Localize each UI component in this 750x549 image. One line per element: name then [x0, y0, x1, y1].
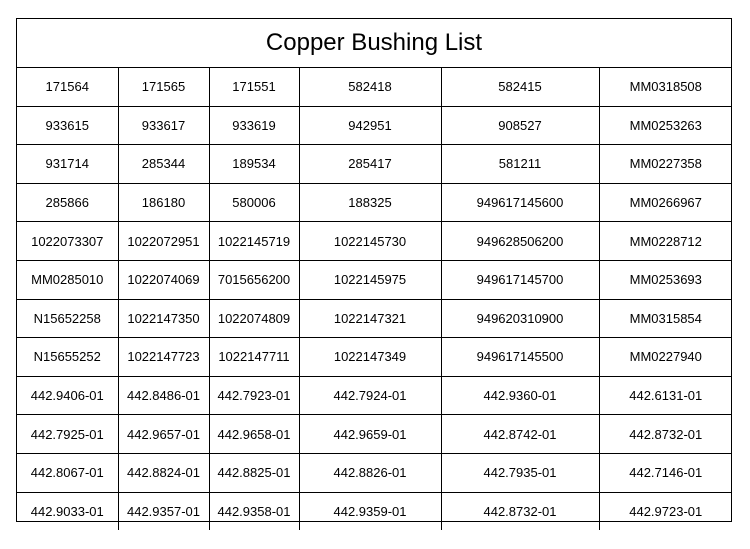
- table-row: [17, 145, 732, 184]
- part-number-cell: 949617145700: [441, 260, 599, 299]
- part-number-cell: 442.9406-01: [17, 376, 118, 415]
- part-number-cell: 442.7146-01: [599, 453, 732, 492]
- part-number-cell: 442.9723-01: [629, 503, 703, 519]
- part-number-cell: 931714: [17, 145, 118, 184]
- part-number-cell: 442.8824-01: [118, 453, 209, 492]
- part-number-cell: MM0228712: [599, 222, 732, 261]
- table-row: [17, 453, 732, 492]
- part-number-cell: MM0253693: [599, 260, 732, 299]
- part-number-cell: 1022145730: [299, 222, 441, 261]
- part-number-cell: MM0318508: [599, 68, 732, 106]
- part-number-cell: 442.8826-01: [299, 453, 441, 492]
- part-number-cell: 908527: [441, 106, 599, 145]
- table-row: [17, 68, 732, 106]
- part-number-cell: MM0266967: [599, 183, 732, 222]
- part-number-cell: 1022145719: [209, 222, 299, 261]
- part-number-cell: 442.9358-01: [209, 492, 299, 530]
- part-number-cell: 442.7924-01: [299, 376, 441, 415]
- part-number-cell: 171551: [209, 68, 299, 106]
- part-number-cell: 442.7935-01: [441, 453, 599, 492]
- table-row: [17, 106, 732, 145]
- part-number-cell: 949617145500: [441, 338, 599, 377]
- table-row: [17, 299, 732, 338]
- part-number-cell: MM0253263: [599, 106, 732, 145]
- part-number-cell: 1022147349: [299, 338, 441, 377]
- part-number-cell: 581211: [441, 145, 599, 184]
- part-number-cell: 285866: [17, 183, 118, 222]
- part-number-cell: 7015656200: [209, 260, 299, 299]
- part-number-cell: 949620310900: [441, 299, 599, 338]
- part-number-cell: 582418: [299, 68, 441, 106]
- part-number-cell: N15655252: [17, 338, 118, 377]
- part-number-cell: 442.9658-01: [209, 415, 299, 454]
- part-number-cell: 1022072951: [118, 222, 209, 261]
- part-number-cell: N15652258: [17, 299, 118, 338]
- part-number-cell: 442.8742-01: [441, 415, 599, 454]
- part-number-cell: 949628506200: [441, 222, 599, 261]
- part-number-cell: 186180: [118, 183, 209, 222]
- table-row: [17, 376, 732, 415]
- part-number-grid: [17, 68, 732, 530]
- part-number-cell: 1022145975: [299, 260, 441, 299]
- part-number-cell: 442.9033-01: [17, 492, 118, 530]
- part-number-cell: MM0285010: [17, 260, 118, 299]
- table-row: [17, 222, 732, 261]
- part-number-cell: 1022074809: [209, 299, 299, 338]
- part-number-cell: 285417: [299, 145, 441, 184]
- part-number-cell: 171564: [17, 68, 118, 106]
- part-number-cell: 442.9657-01: [118, 415, 209, 454]
- part-number-cell: 442.8732-01: [599, 415, 732, 454]
- part-number-cell: 442.8825-01: [209, 453, 299, 492]
- part-number-cell: 285344: [118, 145, 209, 184]
- part-number-cell: MM0315854: [599, 299, 732, 338]
- part-number-cell: 933615: [17, 106, 118, 145]
- part-number-cell: 442.9357-01: [118, 492, 209, 530]
- table-row: [17, 183, 732, 222]
- part-number-cell: 1022147350: [118, 299, 209, 338]
- table-row: [17, 260, 732, 299]
- part-number-cell: 1022147321: [299, 299, 441, 338]
- part-number-cell: 442.7923-01: [209, 376, 299, 415]
- table-row: [17, 415, 732, 454]
- part-number-cell: 442.8067-01: [17, 453, 118, 492]
- part-number-cell: 188325: [299, 183, 441, 222]
- part-number-cell: 582415: [441, 68, 599, 106]
- part-number-cell: 949617145600: [441, 183, 599, 222]
- part-number-cell: 942951: [299, 106, 441, 145]
- table-title: Copper Bushing List: [17, 19, 731, 68]
- bushing-list-table: [16, 18, 732, 522]
- part-number-cell: 442.8486-01: [118, 376, 209, 415]
- part-number-cell: 933619: [209, 106, 299, 145]
- part-number-cell: 1022073307: [17, 222, 118, 261]
- part-number-cell: 933617: [118, 106, 209, 145]
- part-number-cell: 1022147711: [209, 338, 299, 377]
- part-number-cell: 442.8732-01: [441, 492, 599, 530]
- part-number-cell: 442.7925-01: [17, 415, 118, 454]
- part-number-cell: 442.6131-01: [599, 376, 732, 415]
- table-row: [17, 492, 732, 530]
- part-number-cell: 442.9359-01: [299, 492, 441, 530]
- part-number-cell: 1022147723: [118, 338, 209, 377]
- table-row: [17, 338, 732, 377]
- part-number-cell: 442.9659-01: [299, 415, 441, 454]
- part-number-cell: 442.9360-01: [441, 376, 599, 415]
- part-number-cell: MM0227358: [599, 145, 732, 184]
- part-number-cell: MM0227940: [599, 338, 732, 377]
- part-number-cell: 1022074069: [118, 260, 209, 299]
- part-number-cell: 171565: [118, 68, 209, 106]
- part-number-cell: 580006: [209, 183, 299, 222]
- part-number-cell: 189534: [209, 145, 299, 184]
